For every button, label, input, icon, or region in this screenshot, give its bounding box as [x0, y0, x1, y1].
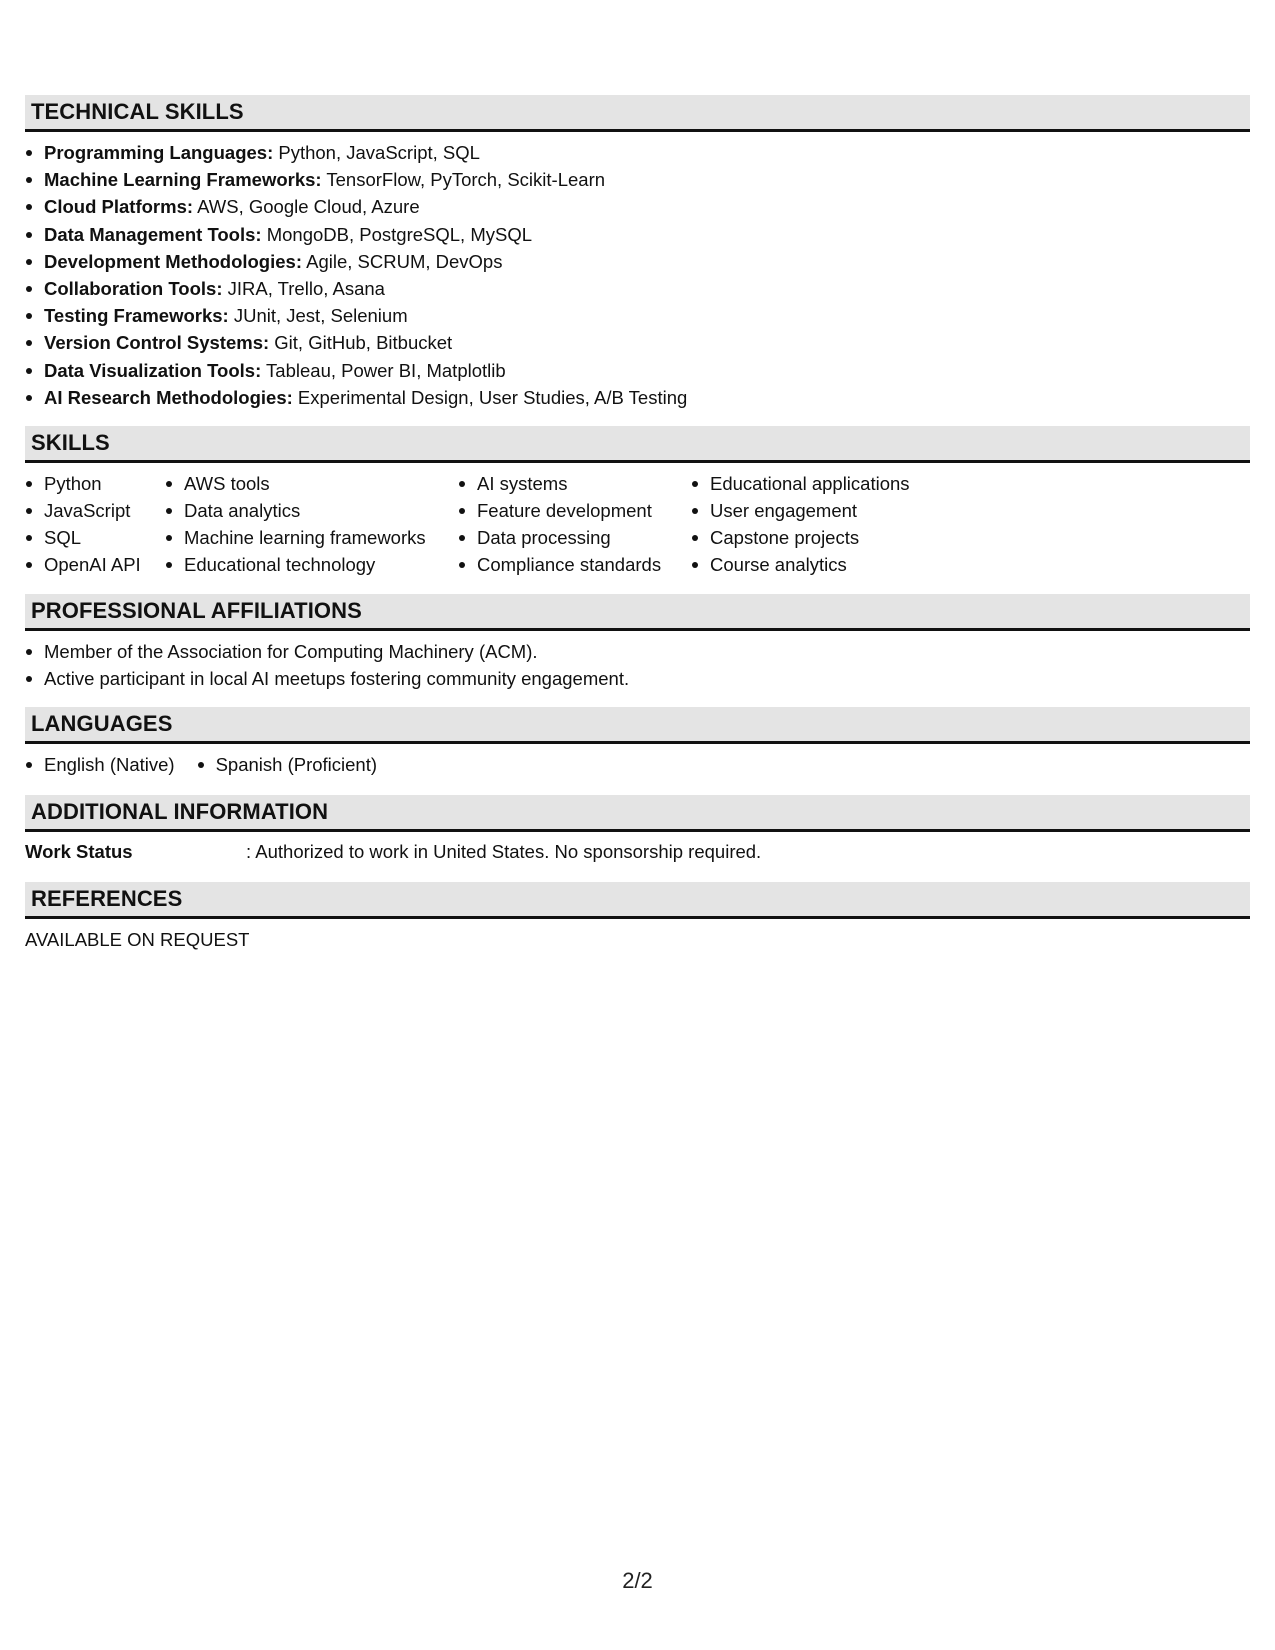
list-item: Feature development [458, 497, 691, 524]
work-status-value: : Authorized to work in United States. No sponsorship required. [246, 840, 762, 862]
skill-category-label: Collaboration Tools: [44, 277, 223, 299]
skill-category-label: Programming Languages: [44, 142, 274, 163]
page-number: 2/2 [622, 1568, 653, 1593]
list-item [25, 357, 1250, 384]
list-item: SQL [25, 524, 165, 551]
skills-grid [25, 470, 1250, 578]
languages-heading: LANGUAGES [25, 707, 1250, 744]
list-item: AI systems [458, 470, 691, 497]
list-item: AWS tools [165, 470, 458, 497]
skill-category-label: Data Management Tools: [44, 223, 262, 245]
skill-category-value: Python, JavaScript, SQL [273, 142, 480, 163]
skill-category-value: Experimental Design, User Studies, A/B Testing [292, 386, 688, 408]
list-item: Data processing [458, 524, 691, 551]
affiliations-list [25, 638, 1250, 692]
skill-category-value: JIRA, Trello, Asana [222, 277, 385, 299]
skills-column-4 [691, 470, 991, 578]
list-item: Machine learning frameworks [165, 524, 458, 551]
list-item [25, 302, 1250, 329]
list-item [25, 329, 1250, 356]
list-item [25, 248, 1250, 275]
list-item [25, 221, 1250, 248]
skill-category-value: Tableau, Power BI, Matplotlib [261, 359, 506, 381]
skill-category-value: MongoDB, PostgreSQL, MySQL [261, 223, 532, 245]
resume-page [25, 95, 1250, 953]
list-item [25, 166, 1250, 193]
list-item: Educational applications [691, 470, 991, 497]
skill-category-value: TensorFlow, PyTorch, Scikit-Learn [321, 169, 606, 191]
list-item: Compliance standards [458, 551, 691, 578]
affiliations-heading: PROFESSIONAL AFFILIATIONS [25, 594, 1250, 631]
work-status-label: Work Status [25, 840, 133, 862]
list-item: Data analytics [165, 497, 458, 524]
skills-heading: SKILLS [25, 426, 1250, 463]
list-item [25, 139, 1250, 166]
skills-column-1 [25, 470, 165, 578]
work-status-row [25, 838, 1250, 865]
skill-category-label: Data Visualization Tools: [44, 359, 262, 381]
references-heading: REFERENCES [25, 882, 1250, 919]
list-item: Educational technology [165, 551, 458, 578]
languages-list [25, 751, 1250, 778]
list-item: English (Native) [25, 751, 175, 778]
skill-category-label: Testing Frameworks: [44, 305, 229, 327]
list-item [25, 384, 1250, 411]
skill-category-value: AWS, Google Cloud, Azure [193, 196, 420, 218]
list-item: User engagement [691, 497, 991, 524]
skill-category-label: Cloud Platforms: [44, 196, 194, 218]
additional-info-heading: ADDITIONAL INFORMATION [25, 795, 1250, 832]
list-item: Active participant in local AI meetups fostering community engagement. [25, 665, 1250, 692]
skill-category-value: Git, GitHub, Bitbucket [269, 332, 453, 354]
skill-category-label: AI Research Methodologies: [44, 386, 293, 408]
skills-column-2 [165, 470, 458, 578]
technical-skills-list [25, 139, 1250, 411]
technical-skills-heading: TECHNICAL SKILLS [25, 95, 1250, 132]
list-item: OpenAI API [25, 551, 165, 578]
list-item: Python [25, 470, 165, 497]
list-item: Member of the Association for Computing Machinery (ACM). [25, 638, 1250, 665]
skill-category-value: Agile, SCRUM, DevOps [302, 250, 503, 272]
skill-category-label: Machine Learning Frameworks: [44, 169, 322, 191]
list-item: Spanish (Proficient) [197, 751, 377, 778]
skills-column-3 [458, 470, 691, 578]
list-item: Capstone projects [691, 524, 991, 551]
list-item: Course analytics [691, 551, 991, 578]
list-item [25, 275, 1250, 302]
skill-category-label: Development Methodologies: [44, 250, 302, 272]
skill-category-label: Version Control Systems: [44, 332, 270, 354]
list-item: JavaScript [25, 497, 165, 524]
list-item [25, 193, 1250, 220]
references-text: AVAILABLE ON REQUEST [25, 928, 250, 950]
skill-category-value: JUnit, Jest, Selenium [228, 305, 408, 327]
